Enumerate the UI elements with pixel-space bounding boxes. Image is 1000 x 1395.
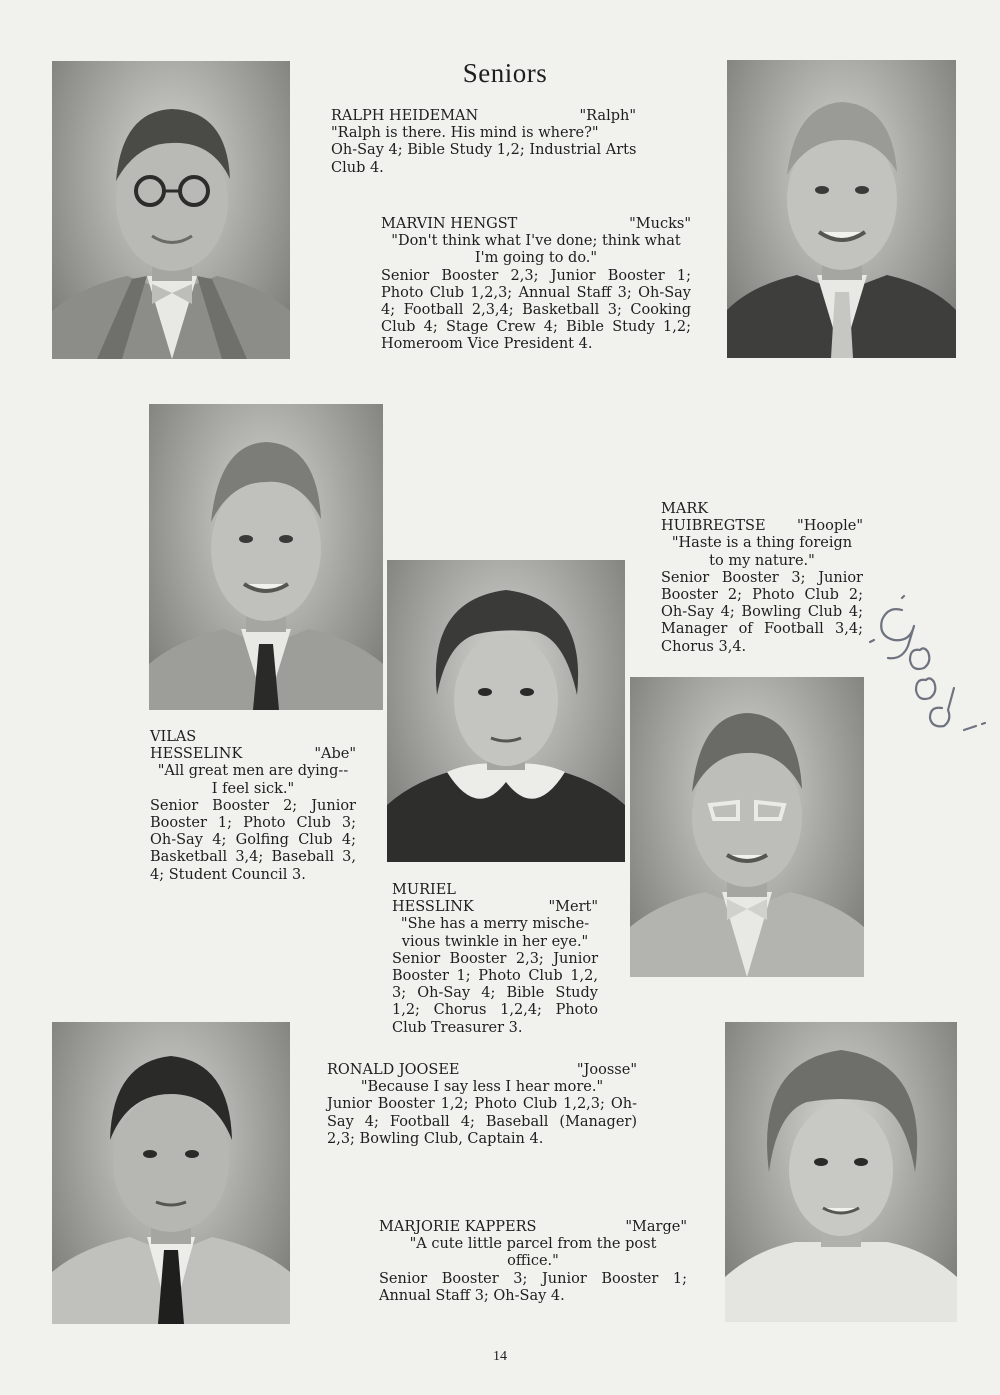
senior-quote: "All great men are dying-- I feel sick." (157, 763, 349, 797)
senior-entry-ronald-joosee (327, 1062, 637, 1148)
senior-name: RONALD JOOSEE (327, 1062, 460, 1078)
portrait-muriel-hesslink (387, 560, 625, 862)
portrait-marjorie-kappers (725, 1022, 957, 1322)
senior-quote: "Because I say less I hear more." (360, 1079, 604, 1096)
senior-last-name: HUIBREGTSE (661, 518, 766, 535)
senior-activities: Senior Booster 2,3; Junior Booster 1; Photo Club 1,2, 3; Oh-Say 4; Bible Study 1,2; Chorus 1,2,4; Photo Club Treasurer 3. (392, 950, 598, 1036)
senior-entry-marjorie-kappers (379, 1219, 687, 1305)
senior-entry-ralph-heideman (331, 108, 642, 177)
page-title: Seniors (462, 58, 548, 88)
senior-nickname: "Ralph" (579, 108, 636, 124)
senior-entry-vilas-hesselink (150, 729, 356, 884)
senior-quote: "She has a merry mische- vious twinkle in her eye." (400, 916, 590, 950)
senior-first-name: VILAS (150, 729, 197, 745)
portrait-vilas-hesselink (149, 404, 383, 710)
portrait-marvin-hengst (727, 60, 956, 358)
senior-activities: Senior Booster 2; Junior Booster 1; Photo Club 3; Oh-Say 4; Golfing Club 4; Basketball 3,4; Baseball 3, 4; Student Council 3. (150, 797, 356, 883)
senior-entry-mark-huibregtse (661, 501, 863, 656)
portrait-mark-huibregtse (630, 677, 864, 977)
senior-quote: "Don't think what I've done; think what I'm going to do." (391, 233, 681, 267)
senior-activities: Oh-Say 4; Bible Study 1,2; Industrial Arts Club 4. (331, 142, 637, 176)
senior-last-name: HESSLINK (392, 899, 474, 916)
senior-name: MARJORIE KAPPERS (379, 1219, 537, 1235)
senior-activities: Senior Booster 3; Junior Booster 2; Photo Club 2; Oh-Say 4; Bowling Club 4; Manager of Football 3,4; Chorus 3,4. (661, 569, 863, 655)
senior-nickname: "Mucks" (629, 216, 691, 232)
senior-nickname: "Hoople" (797, 518, 863, 535)
senior-nickname: "Mert" (548, 899, 598, 916)
senior-quote: "Ralph is there. His mind is where?" (331, 125, 599, 142)
senior-first-name: MURIEL (392, 882, 456, 898)
senior-activities: Senior Booster 2,3; Junior Booster 1; Photo Club 1,2,3; Annual Staff 3; Oh-Say 4; Football 2,3,4; Basketball 3; Cooking Club 4; Stage Crew 4; Bible Study 1,2; Homeroom Vice President 4. (381, 267, 691, 353)
senior-nickname: "Joosse" (576, 1062, 637, 1078)
portrait-ralph-heideman (52, 61, 290, 359)
senior-name: MARVIN HENGST (381, 216, 518, 232)
handwritten-note (858, 580, 998, 770)
senior-name: RALPH HEIDEMAN (331, 108, 479, 124)
senior-activities: Senior Booster 3; Junior Booster 1; Annual Staff 3; Oh-Say 4. (379, 1270, 687, 1304)
senior-entry-marvin-hengst (381, 216, 691, 354)
senior-quote: "Haste is a thing foreign to my nature." (671, 535, 853, 569)
page-number: 14 (493, 1349, 507, 1364)
portrait-ronald-joosee (52, 1022, 290, 1324)
senior-first-name: MARK (661, 501, 709, 517)
senior-nickname: "Marge" (625, 1219, 687, 1235)
senior-last-name: HESSELINK (150, 746, 243, 763)
senior-quote: "A cute little parcel from the post office." (409, 1236, 657, 1270)
senior-nickname: "Abe" (314, 746, 356, 763)
senior-activities: Junior Booster 1,2; Photo Club 1,2,3; Oh-Say 4; Football 4; Baseball (Manager) 2,3; Bowling Club, Captain 4. (327, 1096, 637, 1147)
senior-entry-muriel-hesslink (392, 882, 598, 1037)
